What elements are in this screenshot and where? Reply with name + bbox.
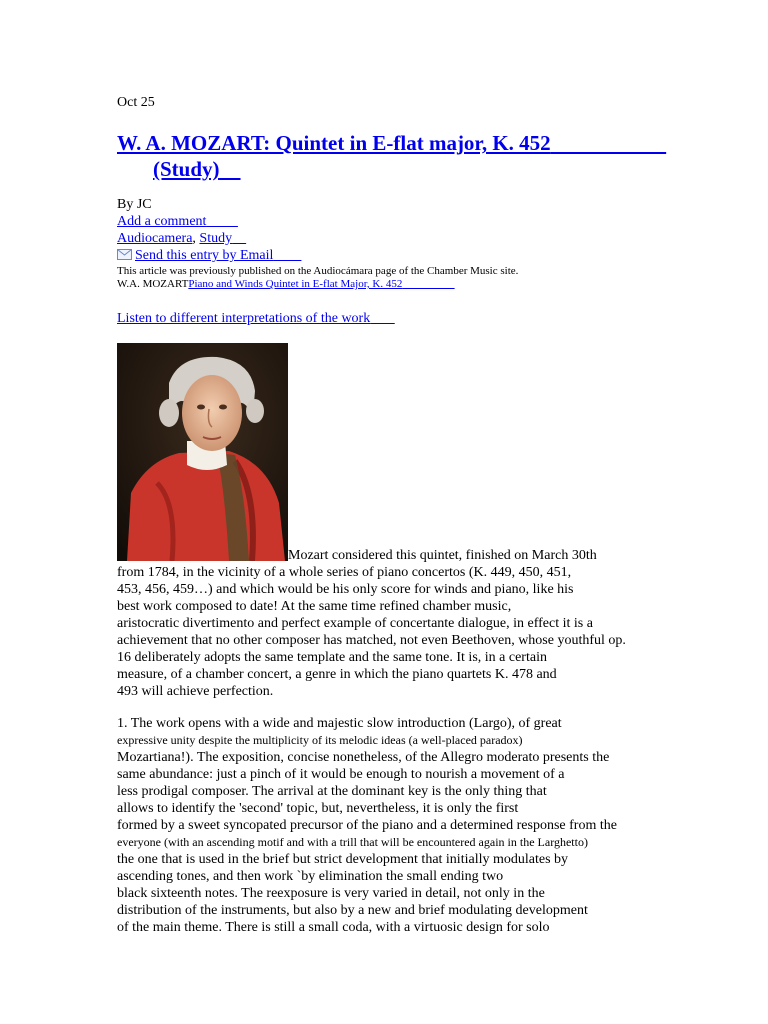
previously-published-note: This article was previously published on the Audiocámara page of the Chamber Music site.	[117, 265, 519, 277]
title-line-1[interactable]: W. A. MOZART: Quintet in E-flat major, K. 452	[117, 131, 551, 155]
text-line: 493 will achieve perfection.	[117, 684, 274, 699]
paragraph-intro	[117, 547, 626, 700]
text-line: expressive unity despite the multiplicity of its melodic ideas (a well-placed paradox)	[117, 733, 523, 747]
text-line: achievement that no other composer has matched, not even Beethoven, whose youthful op.	[117, 633, 626, 648]
paragraph-first-movement	[117, 715, 617, 936]
text-line: 16 deliberately adopts the same template and the same tone. It is, in a certain	[117, 650, 547, 665]
text-line: same abundance: just a pinch of it would be enough to nourish a movement of a	[117, 767, 565, 782]
text-line: aristocratic divertimento and perfect example of concertante dialogue, in effect it is a	[117, 616, 593, 631]
post-title-link[interactable]	[117, 131, 666, 182]
text-line: Mozartiana!). The exposition, concise nonetheless, of the Allegro moderato presents the	[117, 750, 610, 765]
text-line: Mozart considered this quintet, finished on March 30th	[288, 548, 597, 563]
post-meta: By JC Add a comment Audiocamera, Study Send this entry by Email This article was previously published on the Audiocámara page of the Chamber Music site. W.A. MOZARTPiano and Winds Quintet in E-flat Major, K. 452	[117, 197, 519, 290]
post-date: Oct 25	[117, 95, 155, 110]
text-line: the one that is used in the brief but strict development that initially modulates by	[117, 852, 569, 867]
text-line: of the main theme. There is still a small coda, with a virtuosic design for solo	[117, 920, 550, 935]
text-line: best work composed to date! At the same time refined chamber music,	[117, 599, 512, 614]
text-line: allows to identify the 'second' topic, but, nevertheless, it is only the first	[117, 801, 519, 816]
text-line: 453, 456, 459…) and which would be his only score for winds and piano, like his	[117, 582, 574, 597]
add-comment-link[interactable]: Add a comment	[117, 214, 207, 229]
text-line: formed by a sweet syncopated precursor of the piano and a determined response from the	[117, 818, 617, 833]
work-link[interactable]: Piano and Winds Quintet in E-flat Major, K. 452	[188, 278, 403, 290]
byline: By JC	[117, 197, 152, 212]
text-line: black sixteenth notes. The reexposure is very varied in detail, not only in the	[117, 886, 545, 901]
text-line: ascending tones, and then work `by elimination the small ending two	[117, 869, 504, 884]
email-entry-link[interactable]: Send this entry by Email	[135, 248, 274, 263]
text-line: 1. The work opens with a wide and majestic slow introduction (Largo), of great	[117, 716, 562, 731]
text-line: less prodigal composer. The arrival at the dominant key is the only thing that	[117, 784, 547, 799]
category-link-audiocamera[interactable]: Audiocamera	[117, 231, 193, 246]
category-link-study[interactable]: Study	[199, 231, 233, 246]
post-title[interactable]	[117, 130, 666, 182]
text-line: distribution of the instruments, but also by a new and brief modulating development	[117, 903, 588, 918]
envelope-icon	[117, 248, 132, 265]
title-line-2[interactable]: (Study)	[153, 157, 220, 181]
text-line: from 1784, in the vicinity of a whole series of piano concertos (K. 449, 450, 451,	[117, 565, 572, 580]
text-line: measure, of a chamber concert, a genre in which the piano quartets K. 478 and	[117, 667, 557, 682]
text-line: everyone (with an ascending motif and with a trill that will be encountered again in the Larghetto)	[117, 835, 588, 849]
listen-link[interactable]: Listen to different interpretations of the work	[117, 311, 371, 326]
work-composer: W.A. MOZART	[117, 278, 189, 290]
mozart-portrait	[117, 343, 288, 561]
